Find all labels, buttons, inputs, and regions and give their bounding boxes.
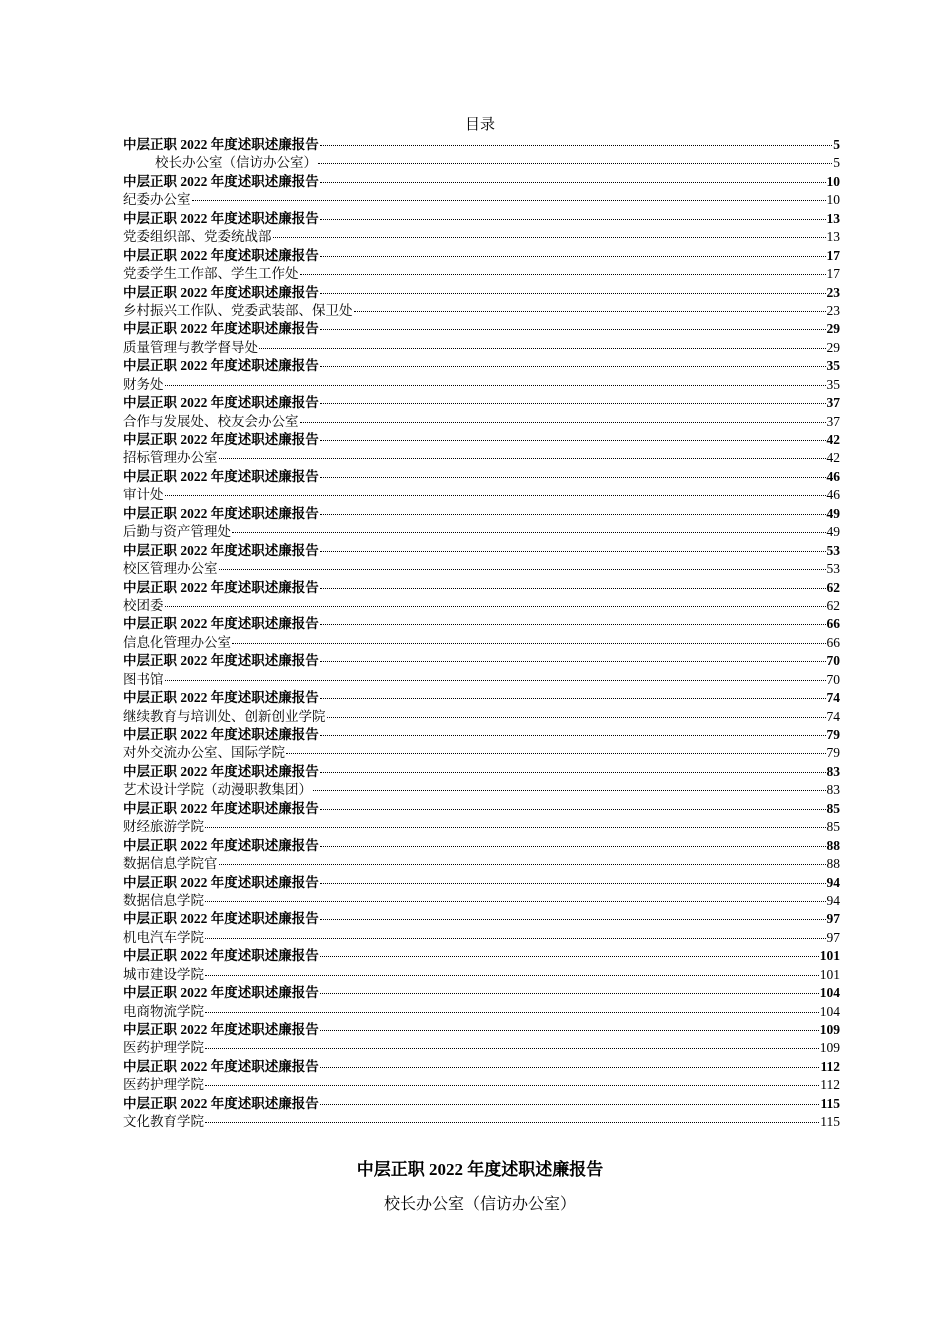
toc-page-number: 74 [826, 708, 840, 724]
toc-page-number: 112 [820, 1077, 840, 1093]
toc-page-number: 104 [819, 985, 840, 1001]
toc-entry-department[interactable] [123, 781, 840, 799]
toc-entry-department[interactable] [123, 1076, 840, 1094]
toc-entry-department[interactable] [123, 339, 840, 357]
toc-dot-leader [320, 439, 826, 441]
toc-entry-department[interactable] [123, 1113, 840, 1131]
toc-entry-report[interactable] [123, 210, 840, 228]
toc-entry-label: 中层正职 2022 年度述职述廉报告 [123, 321, 319, 337]
toc-page-number: 70 [826, 671, 840, 687]
toc-entry-report[interactable] [123, 1095, 840, 1113]
toc-page-number: 66 [826, 634, 840, 650]
toc-page-number: 85 [826, 800, 840, 816]
toc-page-number: 85 [826, 819, 840, 835]
toc-dot-leader [320, 992, 819, 994]
toc-entry-label: 数据信息学院官 [123, 856, 218, 872]
toc-entry-label: 中层正职 2022 年度述职述廉报告 [123, 432, 319, 447]
toc-page-number: 5 [833, 155, 840, 171]
toc-page-number: 83 [826, 763, 840, 779]
toc-page-number: 94 [826, 874, 840, 890]
toc-dot-leader [165, 679, 826, 681]
toc-page-number: 23 [826, 302, 840, 318]
toc-entry-label: 艺术设计学院（动漫职教集团） [123, 782, 312, 798]
toc-page-number: 29 [826, 321, 840, 337]
toc-dot-leader [286, 752, 826, 754]
toc-entry-label: 中层正职 2022 年度述职述廉报告 [123, 653, 319, 669]
toc-page-number: 97 [826, 929, 840, 945]
toc-entry-label: 中层正职 2022 年度述职述廉报告 [123, 137, 319, 152]
toc-entry-department[interactable] [123, 154, 840, 172]
toc-entry-department[interactable] [123, 597, 840, 615]
toc-entry-label: 中层正职 2022 年度述职述廉报告 [123, 1022, 319, 1037]
toc-entry-report[interactable] [123, 505, 840, 523]
toc-dot-leader [320, 697, 826, 699]
toc-entry-report[interactable] [123, 689, 840, 707]
toc-entry-label: 中层正职 2022 年度述职述廉报告 [123, 210, 319, 226]
toc-page-number: 115 [820, 1114, 840, 1130]
toc-dot-leader [320, 623, 826, 625]
toc-entry-label: 中层正职 2022 年度述职述廉报告 [123, 173, 319, 189]
toc-entry-label: 中层正职 2022 年度述职述廉报告 [123, 395, 319, 411]
toc-entry-department[interactable] [123, 892, 840, 910]
toc-entry-department[interactable] [123, 1039, 840, 1057]
toc-entry-department[interactable] [123, 855, 840, 873]
toc-entry-label: 电商物流学院 [123, 1003, 204, 1019]
toc-page-number: 42 [826, 432, 840, 447]
toc-dot-leader [232, 531, 826, 533]
toc-page-number: 17 [826, 266, 840, 282]
toc-entry-report[interactable] [123, 247, 840, 265]
toc-entry-report[interactable] [123, 173, 840, 191]
toc-entry-label: 中层正职 2022 年度述职述廉报告 [123, 358, 319, 374]
toc-entry-department[interactable] [123, 708, 840, 726]
toc-dot-leader [320, 955, 819, 957]
toc-dot-leader [205, 1084, 819, 1086]
toc-entry-label: 中层正职 2022 年度述职述廉报告 [123, 284, 319, 300]
toc-dot-leader [320, 734, 826, 736]
toc-entry-label: 中层正职 2022 年度述职述廉报告 [123, 911, 319, 927]
toc-entry-report[interactable] [123, 947, 840, 965]
toc-entry-label: 医药护理学院 [123, 1040, 204, 1056]
toc-page-number: 53 [826, 542, 840, 558]
toc-dot-leader [165, 494, 826, 496]
toc-entry-department[interactable] [123, 671, 840, 689]
toc-dot-leader [318, 162, 832, 164]
toc-entry-report[interactable] [123, 284, 840, 302]
report-heading: 中层正职 2022 年度述职述廉报告 [356, 1160, 604, 1179]
toc-page-number: 79 [826, 727, 840, 742]
toc-page-number: 83 [826, 782, 840, 798]
toc-page-number: 104 [819, 1003, 840, 1019]
toc-dot-leader [320, 1103, 820, 1105]
toc-page-number: 46 [826, 487, 840, 503]
table-of-contents [123, 136, 840, 1132]
toc-page-number: 37 [826, 395, 840, 411]
toc-entry-label: 财务处 [123, 376, 164, 392]
toc-page-number: 13 [826, 229, 840, 245]
toc-dot-leader [320, 882, 826, 884]
toc-entry-label: 乡村振兴工作队、党委武装部、保卫处 [123, 302, 353, 318]
report-subheading: 校长办公室（信访办公室） [383, 1194, 576, 1213]
toc-dot-leader [273, 236, 826, 238]
toc-dot-leader [219, 568, 826, 570]
toc-entry-label: 质量管理与教学督导处 [123, 339, 258, 355]
toc-dot-leader [320, 255, 826, 257]
toc-entry-label: 信息化管理办公室 [123, 634, 231, 650]
toc-entry-report[interactable] [123, 357, 840, 375]
toc-entry-department[interactable] [123, 265, 840, 283]
toc-dot-leader [320, 845, 826, 847]
toc-page-number: 49 [826, 524, 840, 540]
toc-entry-label: 机电汽车学院 [123, 929, 204, 945]
toc-entry-label: 党委学生工作部、学生工作处 [123, 266, 299, 282]
toc-dot-leader [320, 476, 826, 478]
toc-page-number: 62 [826, 597, 840, 613]
toc-entry-department[interactable] [123, 1003, 840, 1021]
toc-entry-department[interactable] [123, 376, 840, 394]
toc-dot-leader [219, 457, 826, 459]
toc-entry-label: 财经旅游学院 [123, 819, 204, 835]
toc-entry-label: 中层正职 2022 年度述职述廉报告 [123, 874, 319, 890]
toc-entry-department[interactable] [123, 486, 840, 504]
toc-entry-label: 招标管理办公室 [123, 450, 218, 466]
toc-entry-report[interactable] [123, 910, 840, 928]
toc-dot-leader [320, 550, 826, 552]
toc-entry-department[interactable] [123, 302, 840, 320]
toc-entry-label: 校区管理办公室 [123, 561, 218, 577]
toc-dot-leader [300, 273, 826, 275]
toc-page-number: 10 [826, 192, 840, 208]
toc-entry-report[interactable] [123, 615, 840, 633]
toc-page-number: 37 [826, 413, 840, 429]
toc-page-number: 10 [826, 173, 840, 189]
toc-entry-label: 中层正职 2022 年度述职述廉报告 [123, 1058, 319, 1074]
toc-entry-label: 中层正职 2022 年度述职述廉报告 [123, 468, 319, 484]
toc-entry-department[interactable] [123, 523, 840, 541]
toc-page-number: 88 [826, 837, 840, 853]
toc-entry-department[interactable] [123, 818, 840, 836]
toc-entry-report[interactable] [123, 1021, 840, 1039]
toc-page-number: 62 [826, 579, 840, 595]
toc-entry-label: 中层正职 2022 年度述职述廉报告 [123, 616, 319, 632]
toc-page-number: 35 [826, 358, 840, 374]
toc-page-number: 97 [826, 911, 840, 927]
toc-dot-leader [219, 863, 826, 865]
toc-entry-report[interactable] [123, 1058, 840, 1076]
toc-page-number: 5 [833, 137, 840, 152]
toc-page-number: 109 [819, 1022, 840, 1037]
toc-dot-leader [320, 328, 826, 330]
toc-entry-label: 校长办公室（信访办公室） [155, 155, 317, 171]
toc-entry-report[interactable] [123, 874, 840, 892]
toc-page-number: 42 [826, 450, 840, 466]
toc-page-number: 13 [826, 210, 840, 226]
toc-dot-leader [205, 1047, 819, 1049]
toc-entry-department[interactable] [123, 191, 840, 209]
toc-dot-leader [320, 513, 826, 515]
toc-page-number: 94 [826, 892, 840, 908]
toc-entry-report[interactable] [123, 763, 840, 781]
toc-entry-report[interactable] [123, 800, 840, 818]
toc-entry-label: 合作与发展处、校友会办公室 [123, 413, 299, 429]
toc-entry-label: 中层正职 2022 年度述职述廉报告 [123, 690, 319, 706]
toc-dot-leader [320, 144, 833, 146]
toc-dot-leader [354, 310, 826, 312]
toc-dot-leader [205, 1121, 819, 1123]
toc-entry-label: 数据信息学院 [123, 892, 204, 908]
toc-page-number: 17 [826, 247, 840, 263]
toc-entry-label: 中层正职 2022 年度述职述廉报告 [123, 948, 319, 964]
toc-page-number: 109 [819, 1040, 840, 1056]
toc-entry-label: 中层正职 2022 年度述职述廉报告 [123, 763, 319, 779]
toc-dot-leader [320, 660, 826, 662]
toc-page-number: 70 [826, 653, 840, 669]
toc-dot-leader [320, 365, 826, 367]
toc-dot-leader [320, 218, 826, 220]
toc-dot-leader [165, 605, 826, 607]
toc-entry-label: 中层正职 2022 年度述职述廉报告 [123, 542, 319, 558]
toc-page-number: 53 [826, 561, 840, 577]
toc-page-number: 35 [826, 376, 840, 392]
toc-entry-label: 校团委 [123, 597, 164, 613]
toc-entry-department[interactable] [123, 449, 840, 467]
toc-dot-leader [320, 808, 826, 810]
toc-page-number: 101 [819, 966, 840, 982]
toc-title: 目录 [464, 115, 495, 133]
toc-entry-report[interactable] [123, 136, 840, 154]
toc-page-number: 23 [826, 284, 840, 300]
toc-entry-label: 后勤与资产管理处 [123, 524, 231, 540]
toc-dot-leader [320, 1029, 819, 1031]
toc-entry-report[interactable] [123, 431, 840, 449]
toc-dot-leader [320, 771, 826, 773]
toc-dot-leader [320, 181, 826, 183]
toc-entry-label: 医药护理学院 [123, 1077, 204, 1093]
toc-entry-report[interactable] [123, 984, 840, 1002]
toc-dot-leader [205, 974, 819, 976]
toc-entry-report[interactable] [123, 652, 840, 670]
toc-dot-leader [232, 642, 826, 644]
toc-entry-department[interactable] [123, 966, 840, 984]
toc-entry-report[interactable] [123, 579, 840, 597]
toc-dot-leader [192, 199, 826, 201]
toc-entry-label: 中层正职 2022 年度述职述廉报告 [123, 727, 319, 742]
toc-dot-leader [320, 918, 826, 920]
toc-dot-leader [205, 1011, 819, 1013]
toc-entry-department[interactable] [123, 634, 840, 652]
toc-dot-leader [320, 292, 826, 294]
toc-entry-report[interactable] [123, 542, 840, 560]
toc-entry-report[interactable] [123, 468, 840, 486]
toc-dot-leader [320, 587, 826, 589]
toc-dot-leader [327, 716, 826, 718]
toc-dot-leader [205, 937, 826, 939]
toc-dot-leader [320, 402, 826, 404]
toc-entry-label: 中层正职 2022 年度述职述廉报告 [123, 1095, 319, 1111]
toc-page-number: 46 [826, 468, 840, 484]
toc-entry-label: 中层正职 2022 年度述职述廉报告 [123, 247, 319, 263]
toc-page-number: 79 [826, 745, 840, 761]
toc-entry-label: 中层正职 2022 年度述职述廉报告 [123, 800, 319, 816]
toc-page-number: 115 [820, 1095, 840, 1111]
toc-page-number: 29 [826, 339, 840, 355]
toc-dot-leader [205, 826, 826, 828]
toc-entry-label: 纪委办公室 [123, 192, 191, 208]
toc-entry-report[interactable] [123, 320, 840, 338]
toc-page-number: 49 [826, 505, 840, 521]
toc-page-number: 101 [819, 948, 840, 964]
toc-page-number: 66 [826, 616, 840, 632]
toc-entry-label: 中层正职 2022 年度述职述廉报告 [123, 837, 319, 853]
toc-entry-label: 城市建设学院 [123, 966, 204, 982]
toc-entry-label: 党委组织部、党委统战部 [123, 229, 272, 245]
toc-dot-leader [205, 900, 826, 902]
toc-dot-leader [313, 789, 826, 791]
toc-page-number: 112 [820, 1058, 840, 1074]
toc-entry-department[interactable] [123, 929, 840, 947]
toc-entry-department[interactable] [123, 413, 840, 431]
toc-dot-leader [320, 1066, 820, 1068]
toc-entry-label: 中层正职 2022 年度述职述廉报告 [123, 579, 319, 595]
toc-entry-report[interactable] [123, 394, 840, 412]
toc-entry-department[interactable] [123, 560, 840, 578]
toc-dot-leader [259, 347, 826, 349]
toc-page-number: 88 [826, 856, 840, 872]
toc-entry-department[interactable] [123, 228, 840, 246]
toc-entry-label: 图书馆 [123, 671, 164, 687]
toc-entry-report[interactable] [123, 837, 840, 855]
toc-entry-department[interactable] [123, 744, 840, 762]
toc-entry-label: 对外交流办公室、国际学院 [123, 745, 285, 761]
toc-entry-label: 继续教育与培训处、创新创业学院 [123, 708, 326, 724]
toc-entry-label: 审计处 [123, 487, 164, 503]
toc-entry-report[interactable] [123, 726, 840, 744]
toc-page-number: 74 [826, 690, 840, 706]
toc-entry-label: 中层正职 2022 年度述职述廉报告 [123, 505, 319, 521]
toc-entry-label: 文化教育学院 [123, 1114, 204, 1130]
toc-dot-leader [300, 421, 826, 423]
toc-dot-leader [165, 384, 826, 386]
toc-entry-label: 中层正职 2022 年度述职述廉报告 [123, 985, 319, 1001]
